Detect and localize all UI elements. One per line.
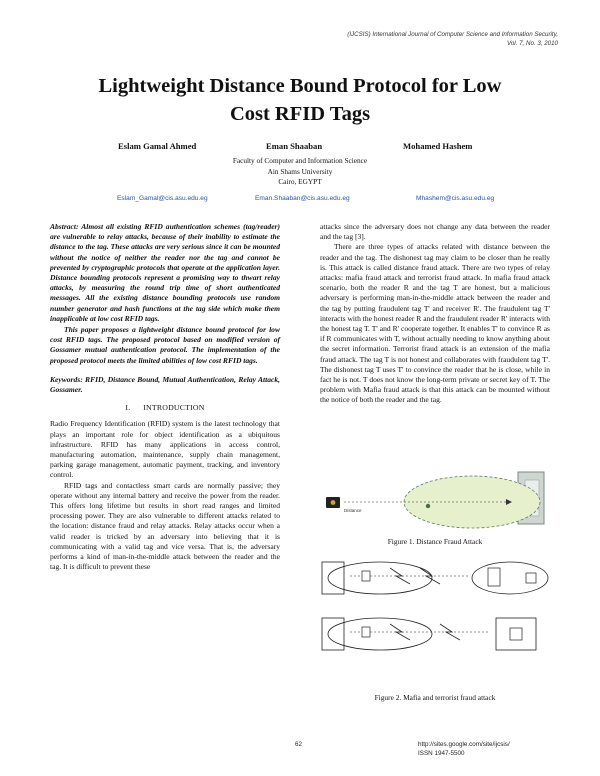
intro-paragraph-2: RFID tags and contactless smart cards are normally passive; they operate without any internal battery and receive the power from the reader. This offers long lifetime but results in short read ranges and limited processing power. They are also vulnerable to different attacks related to the location: distance fraud and relay attacks. Relay attacks occur when a valid reader is tricked by an adversary into believing that it is communicating with a valid tag and vice versa. That is, the adversary performs a kind of man-in-the-middle attack between the reader and the tag. It is difficult to prevent these bbox=[50, 480, 280, 572]
lower-fraud-tag-box bbox=[362, 627, 370, 637]
abstract-text: : Almost all existing RFID authentication schemes (tag/reader) are vulnerable to relay attacks, because of their inability to estimate the distance to the tag. These attacks are very serious since it can be mounted without the notice of neither the reader nor the tag and cannot be prevented by cryptographic protocols that operate at the application layer. Distance bounding protocols represent a promising way to thwart relay attacks, by measuring the round trip time of short authenticated messages. All the existing distance bounding protocols use random number generator and hash functions at the tag side which make them inapplicable at low cost RFID tags. bbox=[50, 222, 280, 323]
footer-issn: ISSN 1947-5500 bbox=[418, 750, 465, 757]
abstract-label: Abstract bbox=[50, 222, 76, 231]
journal-name: (IJCSIS) International Journal of Computer Science and Information Security, bbox=[347, 31, 558, 38]
reader-r-box bbox=[322, 562, 344, 594]
keywords bbox=[50, 375, 280, 395]
email-2[interactable]: Eman.Shaaban@cis.asu.edu.eg bbox=[255, 195, 350, 202]
affiliation bbox=[0, 156, 600, 188]
fraud-tag-box bbox=[362, 571, 370, 581]
tag-t-range bbox=[472, 562, 548, 594]
affiliation-city: Cairo, EGYPT bbox=[278, 177, 322, 187]
tag-chip bbox=[331, 500, 336, 505]
right-paragraph-2: There are three types of attacks related with distance between the reader and the tag. The dishonest tag may claim to be closer than he really is. This attack is called distance fraud attack. There are two types of relay attacks: mafia fraud attack and terrorist fraud attack. In mafia fraud attack scenario, both the reader R and the tag T are honest, but a malicious adversary is performing man-in-the-middle attack between the reader and the tag by putting fraudulent tag T' and receiver R'. The fraudulent tag T' interacts with the honest reader R and the fraudulent reader R' interacts with the honest tag T. T' and R' cooperate together. It enables T' to convince R as if R communicates with T, without actually needing to know anything about the secret information. Terrorist fraud attack is an extension of the mafia fraud attack. The tag T is not honest and collaborates with fraudulent tag T'. The dishonest tag T uses T' to convince the reader that he is close, while in fact he is not. T does not know the long-term private or secret key of T. The problem with Mafia fraud attack is that this attack can be mounted without the notice of both the reader and the tag. bbox=[320, 242, 550, 405]
right-paragraph-1: attacks since the adversary does not change any data between the reader and the tag [3]. bbox=[320, 222, 550, 242]
figure-1-distance-fraud bbox=[320, 466, 552, 534]
figure-2-caption: Figure 2. Mafia and terrorist fraud attack bbox=[374, 693, 496, 702]
lower-tag-inner bbox=[510, 628, 522, 640]
section-heading-introduction: I. INTRODUCTION bbox=[125, 403, 205, 413]
email-1[interactable]: Eslam_Gamal@cis.asu.edu.eg bbox=[117, 195, 208, 202]
right-column bbox=[320, 222, 550, 406]
keywords-label: Keywords bbox=[50, 374, 81, 384]
title-line-2: Cost RFID Tags bbox=[229, 103, 371, 125]
page-number: 62 bbox=[295, 741, 303, 748]
journal-header bbox=[347, 31, 558, 47]
fraud-reader-box bbox=[488, 568, 500, 586]
figure-1-caption: Figure 1. Distance Fraud Attack bbox=[387, 537, 483, 546]
keywords-text: : RFID, Distance Bound, Mutual Authentication, Relay Attack, Gossamer. bbox=[50, 374, 280, 395]
journal-volume: Vol. 7, No. 3, 2010 bbox=[506, 40, 558, 47]
figure-2-mafia-terrorist bbox=[320, 554, 552, 674]
left-column bbox=[50, 222, 280, 573]
affiliation-university: Ain Shams University bbox=[267, 166, 333, 176]
tag-t-box bbox=[526, 573, 536, 583]
tag-distance-label: Distance bbox=[344, 508, 362, 513]
antenna-node bbox=[426, 504, 430, 508]
email-3[interactable]: Mhashem@cis.asu.edu.eg bbox=[416, 195, 495, 202]
footer-url[interactable]: http://sites.google.com/site/ijcsis/ bbox=[418, 741, 510, 748]
abstract-paragraph-2: This paper proposes a lightweight distance bound protocol for low cost RFID tags. The proposed protocol based on modified version of Gossamer mutual authentication protocol. The implementation of the proposed protocol meets the limited abilities of low cost RFID tags. bbox=[50, 325, 280, 365]
affiliation-faculty: Faculty of Computer and Information Science bbox=[232, 156, 368, 165]
intro-paragraph-1: Radio Frequency Identification (RFID) system is the latest technology that plays an important role for object identification as a ubiquitous infrastructure. RFID has many applications in access control, manufacturing automation, maintenance, supply chain management, parking garage management, automatic payment, tracking, and inventory control. bbox=[50, 419, 280, 480]
author-3: Mohamed Hashem bbox=[403, 141, 473, 151]
title-line-1: Lightweight Distance Bound Protocol for Low bbox=[98, 75, 502, 97]
lower-reader-box bbox=[322, 618, 344, 650]
abstract bbox=[50, 222, 280, 324]
author-1: Eslam Gamal Ahmed bbox=[118, 141, 197, 151]
paper-title bbox=[60, 72, 540, 128]
author-2: Eman Shaaban bbox=[266, 141, 323, 151]
